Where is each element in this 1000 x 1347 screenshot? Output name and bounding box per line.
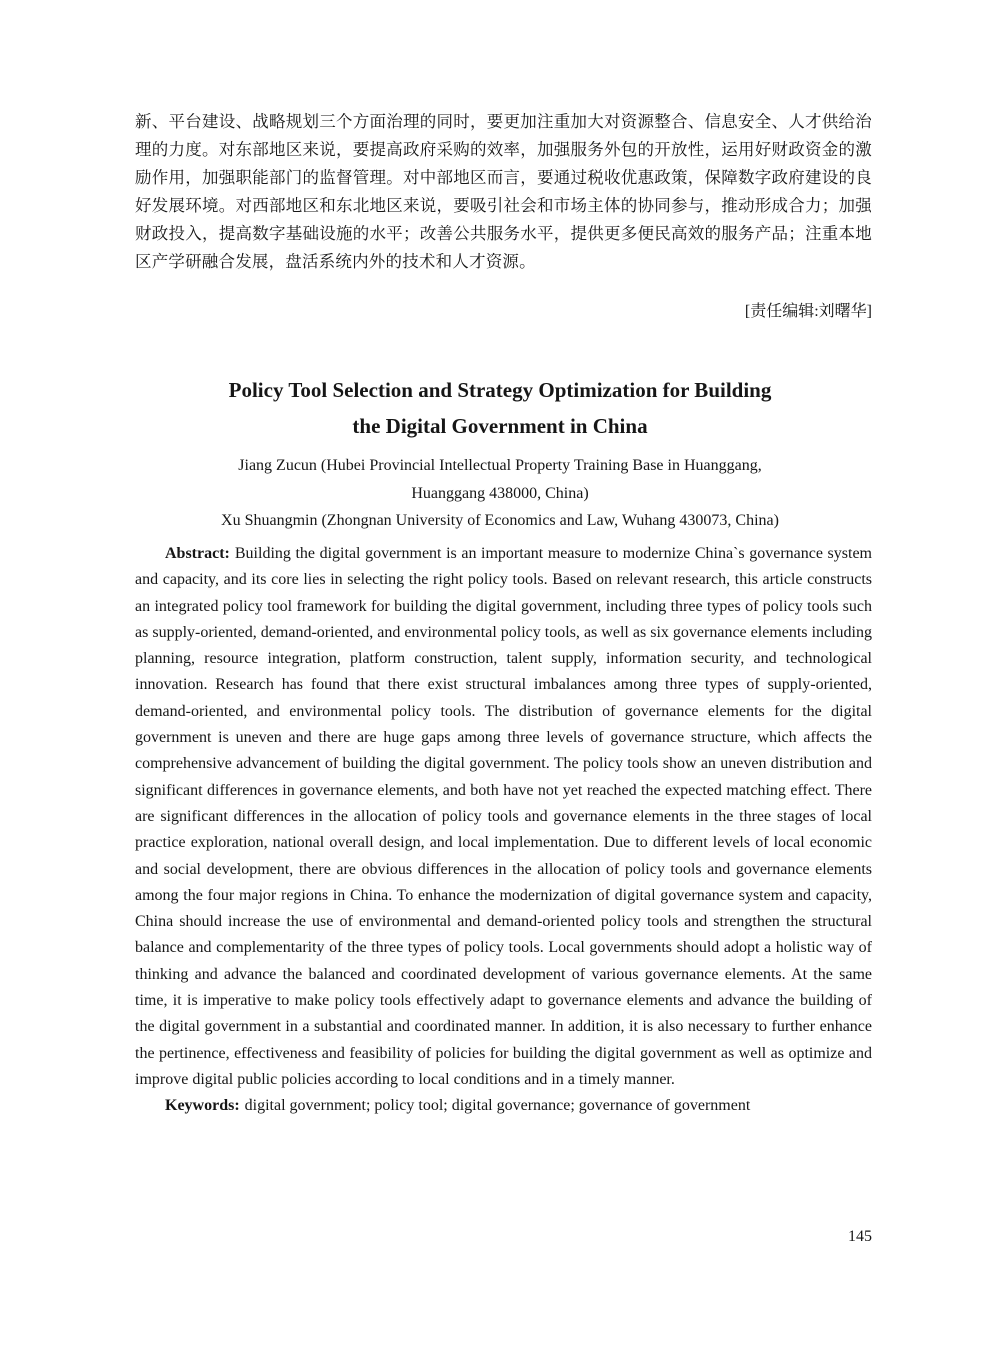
page-number: 145 [848, 1228, 872, 1245]
keywords-label: Keywords: [165, 1097, 240, 1115]
abstract-block [135, 541, 872, 1120]
article-title-line-2: the Digital Government in China [352, 414, 648, 438]
article-title [0, 372, 1000, 444]
author-line-2: Huanggang 438000, China) [411, 484, 589, 502]
keywords-text: digital government; policy tool; digital governance; governance of government [244, 1097, 751, 1115]
abstract-paragraph [135, 541, 872, 1093]
intro-paragraph-cn: 新、平台建设、战略规划三个方面治理的同时，要更加注重加大对资源整合、信息安全、人才供给治理的力度。对东部地区来说，要提高政府采购的效率，加强服务外包的开放性，运用好财政资金的激励作用，加强职能部门的监督管理。对中部地区而言，要通过税收优惠政策，保障数字政府建设的良好发展环境。对西部地区和东北地区来说，要吸引社会和市场主体的协同参与，推动形成合力；加强财政投入，提高数字基础设施的水平；改善公共服务水平，提供更多便民高效的服务产品；注重本地区产学研融合发展，盘活系统内外的技术和人才资源。 [135, 112, 872, 271]
abstract-label: Abstract: [165, 545, 230, 562]
author-line-1: Jiang Zucun (Hubei Provincial Intellectual Property Training Base in Huanggang, [238, 457, 762, 474]
article-title-line-1: Policy Tool Selection and Strategy Optimization for Building [228, 378, 772, 402]
abstract-text: Building the digital government is an important measure to modernize China`s governance system and capacity, and its core lies in selecting the right policy tools. Based on relevant research, this article constructs an integrated policy tool framework for building the digital government, including three types of policy tools such as supply-oriented, demand-oriented, and environmental policy tools, as well as six governance elements including planning, resource integration, platform construction, talent supply, information security, and technological innovation. Research has found that there exist structural imbalances among three types of supply-oriented, demand-oriented, and environmental policy tools. The distribution of governance elements for the digital government is uneven and there are huge gaps among three levels of governance structure, which affects the comprehensive advancement of building the digital government. The policy tools show an uneven distribution and significant differences in governance elements, and both have not yet reached the expected matching effect. There are significant differences in the allocation of policy tools and governance elements in the three stages of local practice exploration, national overall design, and local implementation. Due to different levels of local economic and social development, there are obvious differences in the allocation of policy tools and governance elements among the four major regions in China. To enhance the modernization of digital governance system and capacity, China should increase the use of environmental and demand-oriented policy tools and strengthen the structural balance and complementarity of the three types of policy tools. Local governments should adopt a holistic way of thinking and advance the balanced and coordinated development of various governance elements. At the same time, it is imperative to make policy tools effectively adapt to governance elements and advance the building of the digital government in a substantial and coordinated manner. In addition, it is also necessary to further enhance the pertinence, effectiveness and feasibility of policies for building the digital government as well as optimize and improve digital public policies according to local conditions and in a timely manner. [135, 545, 872, 1088]
editor-credit: [责任编辑:刘曙华] [744, 303, 872, 320]
author-line-3: Xu Shuangmin (Zhongnan University of Economics and Law, Wuhang 430073, China) [221, 512, 779, 529]
author-block [0, 452, 1000, 535]
keywords-paragraph [135, 1093, 872, 1119]
